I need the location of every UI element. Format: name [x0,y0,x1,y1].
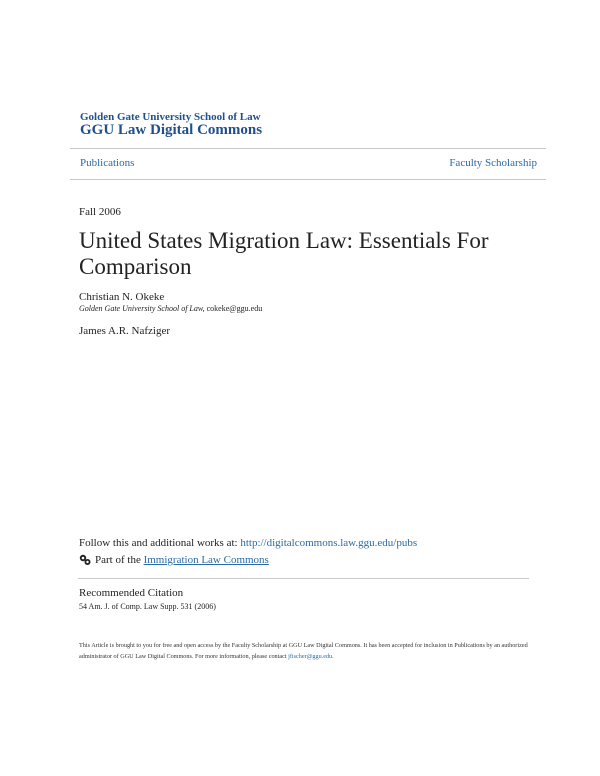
follow-line [79,537,417,549]
network-icon [79,554,91,566]
faculty-scholarship-link[interactable]: Faculty Scholarship [449,157,537,169]
publication-date: Fall 2006 [79,206,121,218]
affiliation-text: Golden Gate University School of Law [79,304,203,313]
publications-link[interactable]: Publications [80,157,135,169]
follow-text: Follow this and additional works at: [79,537,238,549]
repository-name[interactable]: GGU Law Digital Commons [80,122,263,138]
author-affiliation: Golden Gate University School of Law, cokeke@ggu.edu [79,304,263,313]
author-email[interactable]: cokeke@ggu.edu [206,304,263,313]
citation-text: 54 Am. J. of Comp. Law Supp. 531 (2006) [79,602,216,611]
nav-divider [70,179,546,180]
citation-heading: Recommended Citation [79,587,184,599]
author-name: James A.R. Nafziger [79,325,171,337]
part-of-line [79,554,269,566]
citation-divider [78,578,529,579]
institution-name: Golden Gate University School of Law [80,111,261,123]
notice-text: This Article is brought to you for free and open access by the Faculty Scholarship at GGU Law Digital Commons. It has been accepted for inclusion in Publications by an authorized administrator of GGU Law Digital Commons. For more information, please contact [79,642,528,660]
header-divider [70,148,546,149]
contact-email-link[interactable]: jfischer@ggu.edu [288,653,333,660]
article-title: United States Migration Law: Essentials For Comparison [79,228,489,279]
author-name: Christian N. Okeke [79,291,165,303]
part-of-text: Part of the [95,554,141,566]
collection-url-link[interactable]: http://digitalcommons.law.ggu.edu/pubs [240,537,418,549]
access-notice [79,640,549,662]
notice-end: . [332,653,334,660]
immigration-law-commons-link[interactable]: Immigration Law Commons [143,554,269,566]
